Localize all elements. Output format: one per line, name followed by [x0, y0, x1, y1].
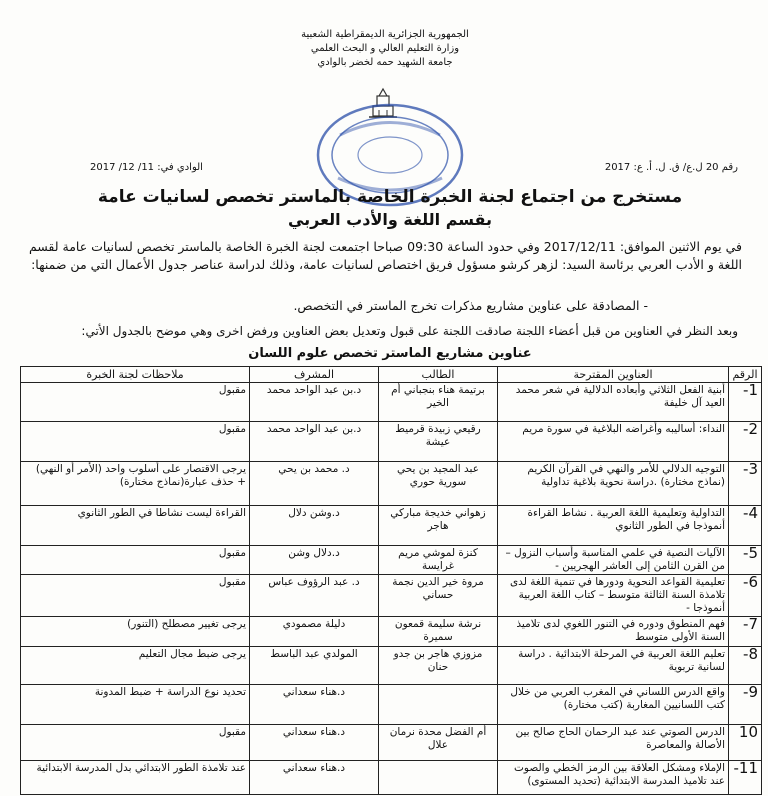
document-title: مستخرج من اجتماع لجنة الخبرة الخاصة بالماستر تخصص لسانيات عامة	[97, 187, 683, 207]
row-supervisor: د.هناء سعداني	[250, 685, 379, 725]
row-title: الإملاء ومشكل العلاقة بين الرمز الخطي والصوت عند تلاميذ المدرسة الابتدائية (تحديد المستوى)	[498, 761, 729, 795]
row-title: التداولية وتعليمية اللغة العربية . نشاط القراءة أنموذجا في الطور الثانوي	[498, 506, 729, 546]
table-row	[21, 383, 762, 422]
row-number: 5-	[729, 546, 762, 575]
table-row	[21, 422, 762, 462]
row-supervisor: د.بن عبد الواحد محمد	[250, 383, 379, 422]
row-supervisor: د. محمد بن يحي	[250, 462, 379, 506]
row-title: الدرس الصوتي عند عبد الرحمان الحاج صالح بين الأصالة والمعاصرة	[498, 725, 729, 761]
row-title: أبنية الفعل الثلاثي وأبعاده الدلالية في شعر محمد العيد آل خليفة	[498, 383, 729, 422]
row-student: مروة خير الدين نجمة حساني	[379, 575, 498, 617]
row-number: 1-	[729, 383, 762, 422]
header-number: الرقم	[729, 367, 762, 383]
row-notes: مقبول	[21, 383, 250, 422]
row-number: 3-	[729, 462, 762, 506]
agenda-item: - المصادقة على عناوين مشاريع مذكرات تخرج الماستر في التخصص.	[293, 298, 648, 313]
university-name: جامعة الشهيد حمه لخضر بالوادي	[317, 57, 453, 68]
table-title: عناوين مشاريع الماستر تخصص علوم اللسان	[248, 346, 532, 361]
row-student: أم الفضل محدة نرمان علال	[379, 725, 498, 761]
table-row	[21, 647, 762, 685]
row-student	[379, 761, 498, 795]
table-row	[21, 546, 762, 575]
row-title: التوجيه الدلالي للأمر والنهي في القرآن الكريم (نماذج مختارة) .دراسة نحوية بلاغية تداولية	[498, 462, 729, 506]
row-number: 7-	[729, 617, 762, 647]
row-student: برتيمة هناء بنجباني أم الخير	[379, 383, 498, 422]
row-notes: يرجى تغيير مصطلح (التنور)	[21, 617, 250, 647]
row-number: 2-	[729, 422, 762, 462]
row-number: 4-	[729, 506, 762, 546]
row-supervisor: د. عبد الرؤوف عباس	[250, 575, 379, 617]
table-row	[21, 685, 762, 725]
row-notes: يرجى الاقتصار على أسلوب واحد (الأمر أو النهي) + حذف عبارة(نماذج مختارة)	[21, 462, 250, 506]
row-notes: مقبول	[21, 422, 250, 462]
row-supervisor: د.هناء سعداني	[250, 761, 379, 795]
row-title: تعليم اللغة العربية في المرحلة الابتدائية . دراسة لسانية تربوية	[498, 647, 729, 685]
row-supervisor: د.هناء سعداني	[250, 725, 379, 761]
row-supervisor: د.بن عبد الواحد محمد	[250, 422, 379, 462]
row-notes: القراءة ليست نشاطا في الطور الثانوي	[21, 506, 250, 546]
table-row	[21, 575, 762, 617]
row-supervisor: د.وشن دلال	[250, 506, 379, 546]
letterhead	[250, 28, 520, 70]
table-row	[21, 462, 762, 506]
meeting-paragraph: في يوم الاثنين الموافق: 2017/12/11 وفي حدود الساعة 09:30 صباحا اجتمعت لجنة الخبرة الخاصة بالماستر تخصص لسانيات عامة لقسم اللغة و الأدب العربي برئاسة السيد: لزهر كرشو مسؤول فريق اختصاص لسانيات عامة، وذلك لدراسة عناصر جدول الأعمال التي من ضمنها:	[28, 239, 742, 272]
row-student	[379, 685, 498, 725]
row-notes: مقبول	[21, 725, 250, 761]
thesis-titles-table	[20, 366, 762, 795]
row-number: 11-	[729, 761, 762, 795]
row-number: 6-	[729, 575, 762, 617]
row-notes: عند تلامذة الطور الابتدائي بدل المدرسة الابتدائية	[21, 761, 250, 795]
table-header-row	[21, 367, 762, 383]
row-supervisor: المولدي عبد الباسط	[250, 647, 379, 685]
row-student: عبد المجيد بن يحي سورية حوري	[379, 462, 498, 506]
republic-name: الجمهورية الجزائرية الديمقراطية الشعبية	[301, 29, 469, 40]
row-supervisor: د.دلال وشن	[250, 546, 379, 575]
row-student: مزوزي هاجر بن جدو حنان	[379, 647, 498, 685]
row-notes: يرجى ضبط مجال التعليم	[21, 647, 250, 685]
header-notes: ملاحظات لجنة الخبرة	[21, 367, 250, 383]
row-title: فهم المنطوق ودوره في التنور اللغوي لدى تلاميذ السنة الأولى متوسط	[498, 617, 729, 647]
row-number: 9-	[729, 685, 762, 725]
ministry-name: وزارة التعليم العالي و البحث العلمي	[310, 43, 460, 54]
table-row	[21, 761, 762, 795]
decision-paragraph: وبعد النظر في العناوين من قبل أعضاء اللجنة صادقت اللجنة على قبول وتعديل بعض العناوين ورفض اخرى وهي موضح بالجدول الأتي:	[81, 324, 738, 338]
row-notes: مقبول	[21, 575, 250, 617]
row-title: تعليمية القواعد النحوية ودورها في تنمية اللغة لدى تلامذة السنة الثالثة متوسط – كتاب اللغة العربية أنموذجا -	[498, 575, 729, 617]
row-title: الآليات النصية في علمي المناسبة وأسباب النزول – من القرن الثامن إلى العاشر الهجريين -	[498, 546, 729, 575]
row-title: النداء: أساليبه وأغراضه البلاغية في سورة مريم	[498, 422, 729, 462]
row-student: نرشة سليمة قمعون سميرة	[379, 617, 498, 647]
header-supervisor: المشرف	[250, 367, 379, 383]
table-row	[21, 617, 762, 647]
table-row	[21, 725, 762, 761]
reference-number: رقم 20 ل.ع/ ق. ل. أ. ع: 2017	[604, 162, 738, 173]
row-notes: مقبول	[21, 546, 250, 575]
row-student: رقيعي زبيدة قرميط عيشة	[379, 422, 498, 462]
row-notes: تحديد نوع الدراسة + ضبط المدونة	[21, 685, 250, 725]
header-title: العناوين المقترحة	[498, 367, 729, 383]
document-date: الوادي في: 11/ 12/ 2017	[90, 162, 203, 173]
row-number: 8-	[729, 647, 762, 685]
row-number: 10	[729, 725, 762, 761]
table-row	[21, 506, 762, 546]
document-subtitle: بقسم اللغة والأدب العربي	[287, 210, 493, 229]
row-supervisor: دليلة مصمودي	[250, 617, 379, 647]
row-student: زهواني خديجة مباركي هاجر	[379, 506, 498, 546]
header-student: الطالب	[379, 367, 498, 383]
row-title: واقع الدرس اللساني في المغرب العربي من خلال كتب اللسانيين المغاربة (كتب مختارة)	[498, 685, 729, 725]
row-student: كنزة لموشي مريم غرايسة	[379, 546, 498, 575]
